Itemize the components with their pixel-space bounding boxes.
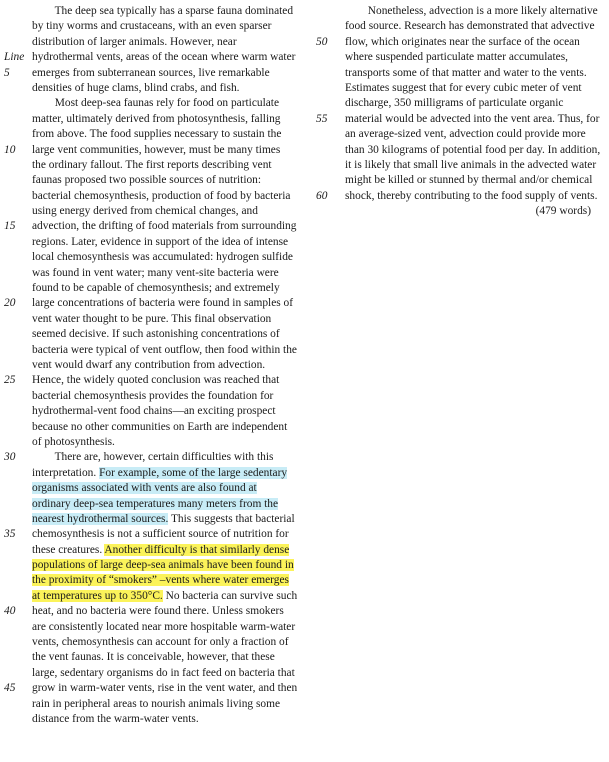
- passage-text: the ordinary fallout. The first reports describing vent: [32, 158, 272, 171]
- passage-line: [0, 281, 310, 296]
- passage-text: Nonetheless, advection is a more likely alternative: [345, 5, 598, 17]
- line-number: 5: [4, 66, 10, 79]
- passage-text: regions. Later, evidence in support of the idea of intense: [32, 235, 289, 248]
- passage-line: [0, 420, 310, 435]
- highlighted-text: ordinary deep-sea temperatures many meters from the: [32, 497, 279, 510]
- highlighted-text: For example, some of the large sedentary: [99, 466, 288, 479]
- line-number: 25: [4, 374, 16, 387]
- passage-line: [312, 127, 609, 142]
- passage-text: advection, the drifting of food materials from surrounding: [32, 220, 297, 233]
- line-number: 20: [4, 297, 16, 310]
- passage-text: vents, chemosynthesis can account for only a fraction of: [32, 636, 289, 649]
- passage-text: of photosynthesis.: [32, 435, 115, 448]
- passage-text: because no other communities on Earth are independent: [32, 420, 288, 433]
- passage-text: large concentrations of bacteria were found in samples of: [32, 297, 294, 310]
- passage-text: heat, and no bacteria were found there. Unless smokers: [32, 605, 284, 618]
- passage-text: densities of huge clams, blind crabs, and fish.: [32, 81, 240, 94]
- passage-text: bacterial chemosynthesis provides the foundation for: [32, 389, 274, 402]
- line-number: 15: [4, 220, 16, 233]
- passage-text: hydrothermal vents, areas of the ocean where warm water: [32, 51, 296, 64]
- passage-line: [0, 173, 310, 188]
- passage-line: [0, 466, 310, 481]
- passage-text: where suspended particulate matter accumulates,: [345, 51, 568, 64]
- passage-line: [312, 66, 609, 81]
- passage-text: matter, ultimately derived from photosynthesis, falling: [32, 112, 281, 125]
- passage-line: [0, 589, 310, 604]
- passage-text: vent would dwarf any contribution from advection.: [32, 358, 266, 371]
- passage-text: using energy derived from chemical changes, and: [32, 205, 258, 218]
- passage-text: distance from the warm-water vents.: [32, 712, 199, 725]
- passage-line: [0, 481, 310, 496]
- passage-text: faunas proposed two possible sources of nutrition:: [32, 174, 262, 187]
- passage-line: [0, 266, 310, 281]
- passage-text: flow, which originates near the surface of the ocean: [345, 35, 580, 48]
- passage-line: [0, 389, 310, 404]
- passage-text: bacterial chemosynthesis, production of food by bacteria: [32, 189, 291, 202]
- passage-text: are consistently located near more hospitable warm-water: [32, 620, 296, 633]
- passage-text: shock, thereby contributing to the food supply of vents.: [345, 189, 598, 202]
- passage-line: [0, 527, 310, 542]
- passage-line: [312, 158, 609, 173]
- line-number: Line: [4, 51, 25, 64]
- passage-text: from above. The food supplies necessary to sustain the: [32, 128, 282, 141]
- passage-line: [312, 81, 609, 96]
- line-number: 55: [316, 112, 328, 125]
- passage-line: [312, 19, 609, 34]
- passage-text: the vent faunas. It is conceivable, however, that these: [32, 651, 275, 664]
- passage-line: [0, 296, 310, 311]
- passage-text: discharge, 350 milligrams of particulate organic: [345, 97, 564, 110]
- highlighted-text: the proximity of “smokers” –vents where water emerges: [32, 574, 289, 587]
- passage-line: [0, 681, 310, 696]
- passage-right-column: [312, 4, 609, 219]
- passage-line: [0, 435, 310, 450]
- passage-text: This suggests that bacterial: [168, 512, 295, 525]
- passage-line: [0, 404, 310, 419]
- passage-line: [312, 189, 609, 204]
- passage-line: [0, 4, 310, 19]
- passage-line: [0, 235, 310, 250]
- passage-text: was found in vent water; many vent-site bacteria were: [32, 266, 279, 279]
- passage-line: [0, 312, 310, 327]
- line-number: 35: [4, 528, 16, 541]
- passage-line: [312, 96, 609, 111]
- passage-text: emerges from subterranean sources, live remarkable: [32, 66, 270, 79]
- passage-text: seemed decisive. If such astonishing concentrations of: [32, 328, 280, 341]
- passage-text: large, sedentary organisms do in fact feed on bacteria that: [32, 666, 295, 679]
- passage-text: an average-sized vent, advection could provide more: [345, 128, 586, 141]
- word-count: (479 words): [535, 205, 591, 218]
- passage-line: [0, 343, 310, 358]
- highlighted-text: at temperatures up to 350°C.: [32, 589, 163, 602]
- line-number: 60: [316, 189, 328, 202]
- passage-line: [0, 66, 310, 81]
- line-number: 10: [4, 143, 16, 156]
- passage-line: [312, 35, 609, 50]
- passage-text: rain in peripheral areas to nourish animals living some: [32, 697, 280, 710]
- passage-line: [0, 558, 310, 573]
- passage-text: Most deep-sea faunas rely for food on particulate: [32, 97, 280, 110]
- passage-line: [0, 50, 310, 65]
- highlighted-text: nearest hydrothermal sources.: [32, 512, 169, 525]
- passage-line: [312, 173, 609, 188]
- passage-line: [0, 450, 310, 465]
- passage-line: [0, 604, 310, 619]
- passage-text: found to be capable of chemosynthesis; and extremely: [32, 282, 280, 295]
- passage-text: chemosynthesis is not a sufficient source of nutrition for: [32, 528, 289, 541]
- passage-line: [0, 143, 310, 158]
- passage-line: [0, 620, 310, 635]
- line-number: 30: [4, 451, 16, 464]
- passage-line: [0, 635, 310, 650]
- passage-line: [0, 81, 310, 96]
- passage-line: [312, 4, 609, 19]
- passage-line: [0, 250, 310, 265]
- passage-line: [0, 19, 310, 34]
- passage-line: [0, 219, 310, 234]
- passage-line: [0, 358, 310, 373]
- passage-line: [0, 697, 310, 712]
- highlighted-text: populations of large deep-sea animals have been found in: [32, 559, 294, 572]
- passage-text: hydrothermal-vent food chains—an exciting prospect: [32, 405, 276, 418]
- passage-text: large vent communities, however, must be many times: [32, 143, 281, 156]
- passage-line: [0, 373, 310, 388]
- passage-line: [0, 666, 310, 681]
- passage-line: [0, 35, 310, 50]
- passage-text: vent water thought to be pure. This final observation: [32, 312, 272, 325]
- passage-line: [0, 712, 310, 727]
- passage-text: might be killed or stunned by thermal and/or chemical: [345, 174, 593, 187]
- line-number: 40: [4, 605, 16, 618]
- passage-line: [0, 158, 310, 173]
- highlighted-text: organisms associated with vents are also found at: [32, 482, 257, 495]
- highlighted-text: Another difficulty is that similarly dense: [104, 543, 290, 556]
- passage-text: Estimates suggest that for every cubic meter of vent: [345, 81, 582, 94]
- line-number: 50: [316, 35, 328, 48]
- passage-text: by tiny worms and crustaceans, with an even sparser: [32, 20, 272, 33]
- passage-line: [0, 512, 310, 527]
- passage-line: [0, 573, 310, 588]
- passage-text: material would be advected into the vent area. Thus, for: [345, 112, 600, 125]
- passage-text: these creatures.: [32, 543, 105, 556]
- passage-text: transports some of that matter and water to the vents.: [345, 66, 587, 79]
- passage-line: [0, 96, 310, 111]
- passage-line: [0, 112, 310, 127]
- passage-line: [0, 204, 310, 219]
- passage-line: [0, 127, 310, 142]
- passage-line: [0, 497, 310, 512]
- passage-line: [0, 189, 310, 204]
- passage-line: [0, 543, 310, 558]
- passage-text: There are, however, certain difficulties with this: [32, 451, 274, 464]
- passage-text: No bacteria can survive such: [162, 589, 298, 602]
- passage-text: distribution of larger animals. However, near: [32, 35, 237, 48]
- passage-left-column: [0, 4, 310, 727]
- passage-line: [312, 112, 609, 127]
- passage-text: interpretation.: [32, 466, 100, 479]
- passage-text: it is likely that small live animals in the advected water: [345, 158, 597, 171]
- passage-text: than 30 kilograms of potential food per day. In addition,: [345, 143, 601, 156]
- passage-text: The deep sea typically has a sparse fauna dominated: [32, 5, 294, 17]
- passage-line: [312, 50, 609, 65]
- passage-text: local chemosynthesis was accumulated: hydrogen sulfide: [32, 251, 293, 264]
- passage-line: [0, 327, 310, 342]
- passage-text: bacteria were typical of vent outflow, then food within the: [32, 343, 297, 356]
- passage-line: [0, 650, 310, 665]
- passage-text: food source. Research has demonstrated that advective: [345, 20, 595, 33]
- line-number: 45: [4, 682, 16, 695]
- passage-text: grow in warm-water vents, rise in the vent water, and then: [32, 682, 298, 695]
- passage-text: Hence, the widely quoted conclusion was reached that: [32, 374, 280, 387]
- passage-line: [312, 143, 609, 158]
